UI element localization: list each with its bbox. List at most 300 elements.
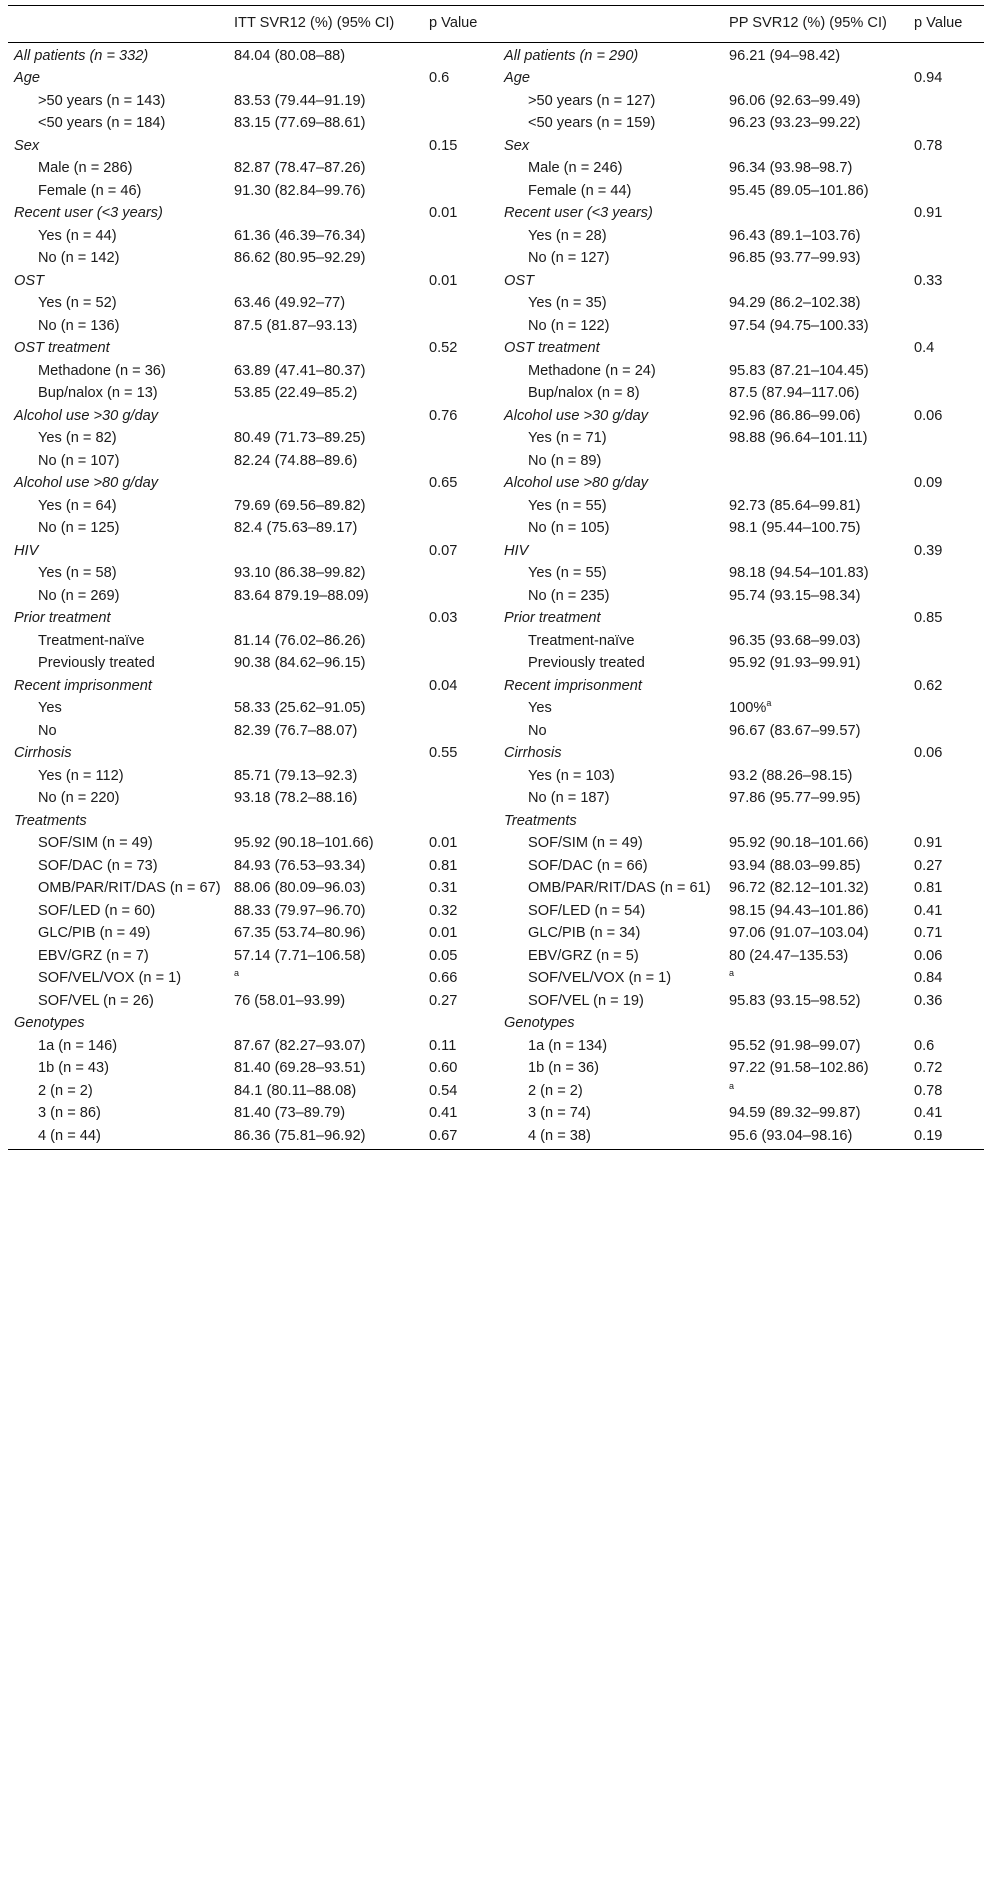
pp-svr12-cell: [723, 68, 908, 91]
cell-text: 0.78: [914, 1082, 943, 1099]
itt-svr12-cell: [228, 720, 423, 743]
itt-p-value-cell: [423, 788, 498, 811]
pp-group-cell: [498, 878, 723, 901]
cell-text: 0.01: [429, 205, 458, 221]
itt-svr12-cell: [228, 540, 423, 563]
itt-p-value-cell: [423, 630, 498, 653]
itt-p-value-cell: [423, 1103, 498, 1126]
cell-text: Alcohol use >80 g/day: [504, 475, 649, 491]
itt-svr12-cell: [228, 270, 423, 293]
pp-svr12-cell: [723, 810, 908, 833]
pp-group-cell: [498, 563, 723, 586]
table-header: [8, 6, 984, 43]
pp-group-cell: [498, 203, 723, 226]
table-row: [8, 765, 984, 788]
pp-p-value-cell: [908, 158, 984, 181]
itt-p-value-cell: [423, 338, 498, 361]
pp-svr12-cell: [723, 158, 908, 181]
cell-text: Cirrhosis: [14, 745, 72, 761]
table-row: [8, 90, 984, 113]
cell-text: 0.09: [914, 475, 943, 491]
cell-text: 96.34 (93.98–98.7): [729, 160, 853, 176]
itt-svr12-cell: [228, 990, 423, 1013]
cell-text: 0.32: [429, 902, 458, 919]
cell-text: 100%: [729, 700, 767, 716]
itt-group-cell: [8, 158, 228, 181]
table-row: [8, 450, 984, 473]
cell-text: HIV: [14, 542, 39, 559]
itt-svr12-cell: [228, 428, 423, 451]
pp-svr12-cell: [723, 248, 908, 271]
cell-text: Recent imprisonment: [504, 677, 642, 694]
pp-group-cell: [498, 990, 723, 1013]
itt-svr12-cell: [228, 968, 423, 991]
pp-group-cell: [498, 900, 723, 923]
category-row: [8, 473, 984, 496]
pp-p-value-cell: [908, 900, 984, 923]
itt-group-cell: [8, 765, 228, 788]
category-row: [8, 675, 984, 698]
cell-text: 97.06 (91.07–103.04): [729, 925, 869, 941]
category-row: [8, 743, 984, 766]
table-row: [8, 968, 984, 991]
category-row: [8, 42, 984, 68]
cell-text: 93.18 (78.2–88.16): [234, 790, 358, 806]
cell-text: 1b (n = 43): [38, 1060, 109, 1076]
pp-svr12-cell: [723, 743, 908, 766]
cell-text: SOF/SIM (n = 49): [528, 835, 643, 851]
cell-text: Recent user (<3 years): [504, 205, 653, 221]
itt-p-value-cell: [423, 990, 498, 1013]
header-itt-svr12: ITT SVR12 (%) (95% CI): [228, 6, 423, 43]
itt-svr12-cell: [228, 810, 423, 833]
cell-text: Treatments: [504, 812, 577, 829]
cell-text: 87.67 (82.27–93.07): [234, 1037, 366, 1054]
itt-svr12-cell: [228, 90, 423, 113]
pp-p-value-cell: [908, 540, 984, 563]
table-row: [8, 945, 984, 968]
pp-p-value-cell: [908, 270, 984, 293]
pp-p-value-cell: [908, 338, 984, 361]
itt-p-value-cell: [423, 383, 498, 406]
itt-svr12-cell: [228, 293, 423, 316]
cell-text: 1b (n = 36): [528, 1060, 599, 1076]
cell-text: 85.71 (79.13–92.3): [234, 767, 358, 784]
table-row: [8, 293, 984, 316]
cell-text: GLC/PIB (n = 34): [528, 925, 641, 941]
itt-svr12-cell: [228, 495, 423, 518]
header-pp-p-value: p Value: [908, 6, 984, 43]
pp-group-cell: [498, 1013, 723, 1036]
pp-svr12-cell: [723, 1103, 908, 1126]
itt-svr12-cell: [228, 878, 423, 901]
cell-text: No (n = 105): [528, 520, 610, 536]
pp-p-value-cell: [908, 653, 984, 676]
itt-svr12-cell: [228, 518, 423, 541]
pp-svr12-cell: [723, 945, 908, 968]
cell-text: Yes (n = 64): [38, 497, 117, 514]
cell-text: 93.2 (88.26–98.15): [729, 767, 853, 784]
pp-svr12-cell: [723, 180, 908, 203]
cell-text: 0.11: [429, 1037, 457, 1054]
cell-text: 93.94 (88.03–99.85): [729, 857, 861, 874]
cell-text: Treatment-naïve: [38, 632, 145, 649]
cell-text: 83.64 879.19–88.09): [234, 587, 369, 604]
pp-p-value-cell: [908, 90, 984, 113]
cell-text: 0.39: [914, 542, 943, 559]
itt-svr12-cell: [228, 900, 423, 923]
cell-text: 84.93 (76.53–93.34): [234, 857, 366, 874]
pp-group-cell: [498, 720, 723, 743]
cell-text: Age: [504, 70, 530, 86]
pp-group-cell: [498, 180, 723, 203]
cell-text: Alcohol use >80 g/day: [14, 475, 159, 491]
cell-text: 96.21 (94–98.42): [729, 47, 841, 64]
pp-group-cell: [498, 945, 723, 968]
cell-text: No (n = 220): [38, 790, 120, 806]
pp-group-cell: [498, 765, 723, 788]
cell-text: Treatment-naïve: [528, 632, 635, 649]
cell-text: Female (n = 44): [528, 182, 632, 199]
cell-text: Recent user (<3 years): [14, 205, 163, 221]
cell-text: Prior treatment: [504, 610, 601, 626]
pp-p-value-cell: [908, 563, 984, 586]
svr12-results-table: [8, 5, 984, 1150]
itt-group-cell: [8, 653, 228, 676]
itt-svr12-cell: [228, 765, 423, 788]
cell-text: All patients (n = 332): [14, 47, 149, 64]
pp-group-cell: [498, 135, 723, 158]
category-row: [8, 270, 984, 293]
cell-text: 61.36 (46.39–76.34): [234, 227, 366, 244]
table-row: [8, 788, 984, 811]
itt-svr12-cell: [228, 833, 423, 856]
pp-p-value-cell: [908, 1103, 984, 1126]
itt-svr12-cell: [228, 855, 423, 878]
cell-text: No (n = 127): [528, 250, 610, 266]
cell-text: OST treatment: [504, 340, 600, 356]
itt-p-value-cell: [423, 675, 498, 698]
itt-group-cell: [8, 675, 228, 698]
pp-group-cell: [498, 810, 723, 833]
itt-svr12-cell: [228, 113, 423, 136]
cell-text: Alcohol use >30 g/day: [504, 407, 649, 424]
pp-svr12-cell: [723, 495, 908, 518]
cell-text: 95.83 (93.15–98.52): [729, 992, 861, 1009]
itt-group-cell: [8, 68, 228, 91]
itt-p-value-cell: [423, 203, 498, 226]
cell-text: Bup/nalox (n = 8): [528, 385, 640, 401]
pp-group-cell: [498, 968, 723, 991]
cell-text: 0.81: [429, 857, 458, 874]
table-row: [8, 630, 984, 653]
cell-text: 0.03: [429, 610, 458, 626]
cell-text: 95.83 (87.21–104.45): [729, 362, 869, 379]
itt-group-cell: [8, 1013, 228, 1036]
pp-p-value-cell: [908, 698, 984, 721]
cell-text: 0.15: [429, 137, 458, 154]
itt-svr12-cell: [228, 675, 423, 698]
cell-text: 0.66: [429, 970, 458, 986]
pp-p-value-cell: [908, 945, 984, 968]
pp-svr12-cell: [723, 42, 908, 68]
cell-text: 0.55: [429, 745, 458, 761]
pp-p-value-cell: [908, 495, 984, 518]
pp-p-value-cell: [908, 203, 984, 226]
cell-text: 83.53 (79.44–91.19): [234, 92, 366, 109]
header-pp-svr12: PP SVR12 (%) (95% CI): [723, 6, 908, 43]
itt-svr12-cell: [228, 788, 423, 811]
pp-svr12-cell: [723, 563, 908, 586]
itt-group-cell: [8, 42, 228, 68]
cell-text: No: [528, 722, 547, 739]
itt-group-cell: [8, 1103, 228, 1126]
pp-p-value-cell: [908, 585, 984, 608]
cell-text: 0.19: [914, 1127, 943, 1144]
pp-svr12-cell: [723, 540, 908, 563]
cell-text: 79.69 (69.56–89.82): [234, 497, 366, 514]
table-row: [8, 923, 984, 946]
itt-group-cell: [8, 698, 228, 721]
cell-text: 81.40 (69.28–93.51): [234, 1060, 366, 1076]
pp-group-cell: [498, 248, 723, 271]
pp-svr12-cell: [723, 900, 908, 923]
cell-text: 97.86 (95.77–99.95): [729, 790, 861, 806]
cell-text: 84.1 (80.11–88.08): [234, 1082, 357, 1099]
cell-text: 88.33 (79.97–96.70): [234, 902, 366, 919]
cell-text: 3 (n = 86): [38, 1105, 101, 1121]
cell-text: 83.15 (77.69–88.61): [234, 115, 366, 131]
pp-svr12-cell: [723, 1035, 908, 1058]
itt-p-value-cell: [423, 405, 498, 428]
table-row: [8, 113, 984, 136]
table-row: [8, 180, 984, 203]
table-row: [8, 653, 984, 676]
header-itt-group: [8, 6, 228, 43]
itt-group-cell: [8, 833, 228, 856]
itt-svr12-cell: [228, 653, 423, 676]
cell-text: Male (n = 286): [38, 160, 133, 176]
pp-p-value-cell: [908, 518, 984, 541]
pp-group-cell: [498, 518, 723, 541]
cell-text: 0.4: [914, 340, 935, 356]
cell-text: 87.5 (87.94–117.06): [729, 385, 860, 401]
pp-group-cell: [498, 450, 723, 473]
itt-p-value-cell: [423, 1125, 498, 1150]
pp-svr12-cell: [723, 698, 908, 721]
cell-text: 0.91: [914, 835, 943, 851]
cell-text: 0.84: [914, 970, 943, 986]
pp-group-cell: [498, 315, 723, 338]
cell-text: >50 years (n = 127): [528, 92, 656, 109]
pp-p-value-cell: [908, 450, 984, 473]
itt-group-cell: [8, 608, 228, 631]
cell-text: 0.06: [914, 745, 943, 761]
cell-text: 96.43 (89.1–103.76): [729, 227, 861, 244]
table-row: [8, 158, 984, 181]
itt-p-value-cell: [423, 1058, 498, 1081]
itt-group-cell: [8, 338, 228, 361]
cell-text: Yes (n = 82): [38, 430, 117, 446]
itt-group-cell: [8, 1058, 228, 1081]
pp-svr12-cell: [723, 315, 908, 338]
itt-p-value-cell: [423, 270, 498, 293]
itt-svr12-cell: [228, 923, 423, 946]
itt-svr12-cell: [228, 180, 423, 203]
cell-text: OST: [14, 272, 44, 289]
pp-svr12-cell: [723, 720, 908, 743]
cell-text: Genotypes: [14, 1015, 85, 1031]
pp-svr12-cell: [723, 1013, 908, 1036]
itt-svr12-cell: [228, 1058, 423, 1081]
cell-text: 82.24 (74.88–89.6): [234, 452, 358, 469]
cell-text: Yes (n = 44): [38, 227, 117, 244]
category-row: [8, 1013, 984, 1036]
pp-p-value-cell: [908, 225, 984, 248]
pp-p-value-cell: [908, 765, 984, 788]
itt-p-value-cell: [423, 518, 498, 541]
pp-svr12-cell: [723, 675, 908, 698]
pp-group-cell: [498, 675, 723, 698]
cell-text: 92.73 (85.64–99.81): [729, 497, 861, 514]
pp-p-value-cell: [908, 720, 984, 743]
itt-p-value-cell: [423, 113, 498, 136]
cell-text: OST treatment: [14, 340, 110, 356]
itt-group-cell: [8, 473, 228, 496]
pp-p-value-cell: [908, 1080, 984, 1103]
category-row: [8, 135, 984, 158]
itt-p-value-cell: [423, 360, 498, 383]
cell-text: 0.65: [429, 475, 458, 491]
itt-svr12-cell: [228, 450, 423, 473]
itt-p-value-cell: [423, 90, 498, 113]
cell-text: 0.62: [914, 677, 943, 694]
itt-group-cell: [8, 1125, 228, 1150]
pp-group-cell: [498, 270, 723, 293]
itt-group-cell: [8, 180, 228, 203]
pp-group-cell: [498, 428, 723, 451]
pp-p-value-cell: [908, 42, 984, 68]
cell-text: 0.71: [914, 925, 943, 941]
cell-text: 76 (58.01–93.99): [234, 992, 346, 1009]
cell-text: 1a (n = 146): [38, 1037, 118, 1054]
pp-svr12-cell: [723, 450, 908, 473]
cell-text: 3 (n = 74): [528, 1105, 591, 1121]
cell-text: SOF/LED (n = 60): [38, 902, 156, 919]
itt-group-cell: [8, 1035, 228, 1058]
cell-text: 0.01: [429, 272, 458, 289]
itt-p-value-cell: [423, 1080, 498, 1103]
pp-p-value-cell: [908, 1058, 984, 1081]
itt-p-value-cell: [423, 495, 498, 518]
itt-svr12-cell: [228, 698, 423, 721]
header-row: [8, 6, 984, 43]
itt-group-cell: [8, 563, 228, 586]
pp-p-value-cell: [908, 855, 984, 878]
cell-text: 58.33 (25.62–91.05): [234, 700, 366, 716]
cell-text: 94.29 (86.2–102.38): [729, 295, 861, 311]
pp-group-cell: [498, 42, 723, 68]
itt-p-value-cell: [423, 653, 498, 676]
pp-svr12-cell: [723, 518, 908, 541]
itt-group-cell: [8, 405, 228, 428]
itt-svr12-cell: [228, 68, 423, 91]
pp-p-value-cell: [908, 405, 984, 428]
pp-svr12-cell: [723, 855, 908, 878]
cell-text: Sex: [14, 137, 40, 154]
itt-group-cell: [8, 90, 228, 113]
cell-text: Methadone (n = 24): [528, 362, 656, 379]
cell-text: <50 years (n = 159): [528, 115, 656, 131]
pp-svr12-cell: [723, 203, 908, 226]
cell-text: OMB/PAR/RIT/DAS (n = 67): [38, 880, 221, 896]
cell-text: 88.06 (80.09–96.03): [234, 880, 366, 896]
pp-p-value-cell: [908, 293, 984, 316]
cell-text: 0.41: [914, 1105, 943, 1121]
pp-group-cell: [498, 405, 723, 428]
cell-text: 81.14 (76.02–86.26): [234, 632, 366, 649]
itt-group-cell: [8, 450, 228, 473]
itt-group-cell: [8, 315, 228, 338]
cell-text: No (n = 269): [38, 587, 120, 604]
table-row: [8, 900, 984, 923]
itt-svr12-cell: [228, 1080, 423, 1103]
pp-group-cell: [498, 788, 723, 811]
pp-p-value-cell: [908, 1035, 984, 1058]
cell-text: 90.38 (84.62–96.15): [234, 655, 366, 671]
cell-text: 0.6: [429, 70, 450, 86]
pp-group-cell: [498, 855, 723, 878]
pp-group-cell: [498, 1058, 723, 1081]
itt-group-cell: [8, 135, 228, 158]
cell-text: 0.72: [914, 1060, 943, 1076]
itt-svr12-cell: [228, 585, 423, 608]
itt-group-cell: [8, 810, 228, 833]
category-row: [8, 338, 984, 361]
cell-text: 0.36: [914, 992, 943, 1009]
pp-group-cell: [498, 1125, 723, 1150]
cell-text: 0.06: [914, 947, 943, 964]
pp-svr12-cell: [723, 135, 908, 158]
cell-text: No (n = 125): [38, 520, 120, 536]
itt-p-value-cell: [423, 743, 498, 766]
cell-text: >50 years (n = 143): [38, 92, 166, 109]
cell-text: Yes: [528, 700, 552, 716]
itt-svr12-cell: [228, 608, 423, 631]
itt-group-cell: [8, 788, 228, 811]
cell-text: No: [38, 722, 57, 739]
cell-text: 84.04 (80.08–88): [234, 47, 346, 64]
pp-svr12-cell: [723, 360, 908, 383]
cell-text: 96.35 (93.68–99.03): [729, 632, 861, 649]
itt-p-value-cell: [423, 855, 498, 878]
cell-text: Genotypes: [504, 1015, 575, 1031]
category-row: [8, 810, 984, 833]
pp-svr12-cell: [723, 293, 908, 316]
pp-p-value-cell: [908, 68, 984, 91]
itt-group-cell: [8, 945, 228, 968]
cell-text: 4 (n = 44): [38, 1127, 101, 1144]
cell-text: Treatments: [14, 812, 87, 829]
pp-p-value-cell: [908, 1125, 984, 1150]
cell-text: 82.87 (78.47–87.26): [234, 160, 366, 176]
cell-text: Cirrhosis: [504, 745, 562, 761]
cell-text: 67.35 (53.74–80.96): [234, 925, 366, 941]
table-row: [8, 360, 984, 383]
itt-svr12-cell: [228, 203, 423, 226]
footnote-marker: a: [234, 968, 240, 979]
cell-text: 96.67 (83.67–99.57): [729, 722, 861, 739]
